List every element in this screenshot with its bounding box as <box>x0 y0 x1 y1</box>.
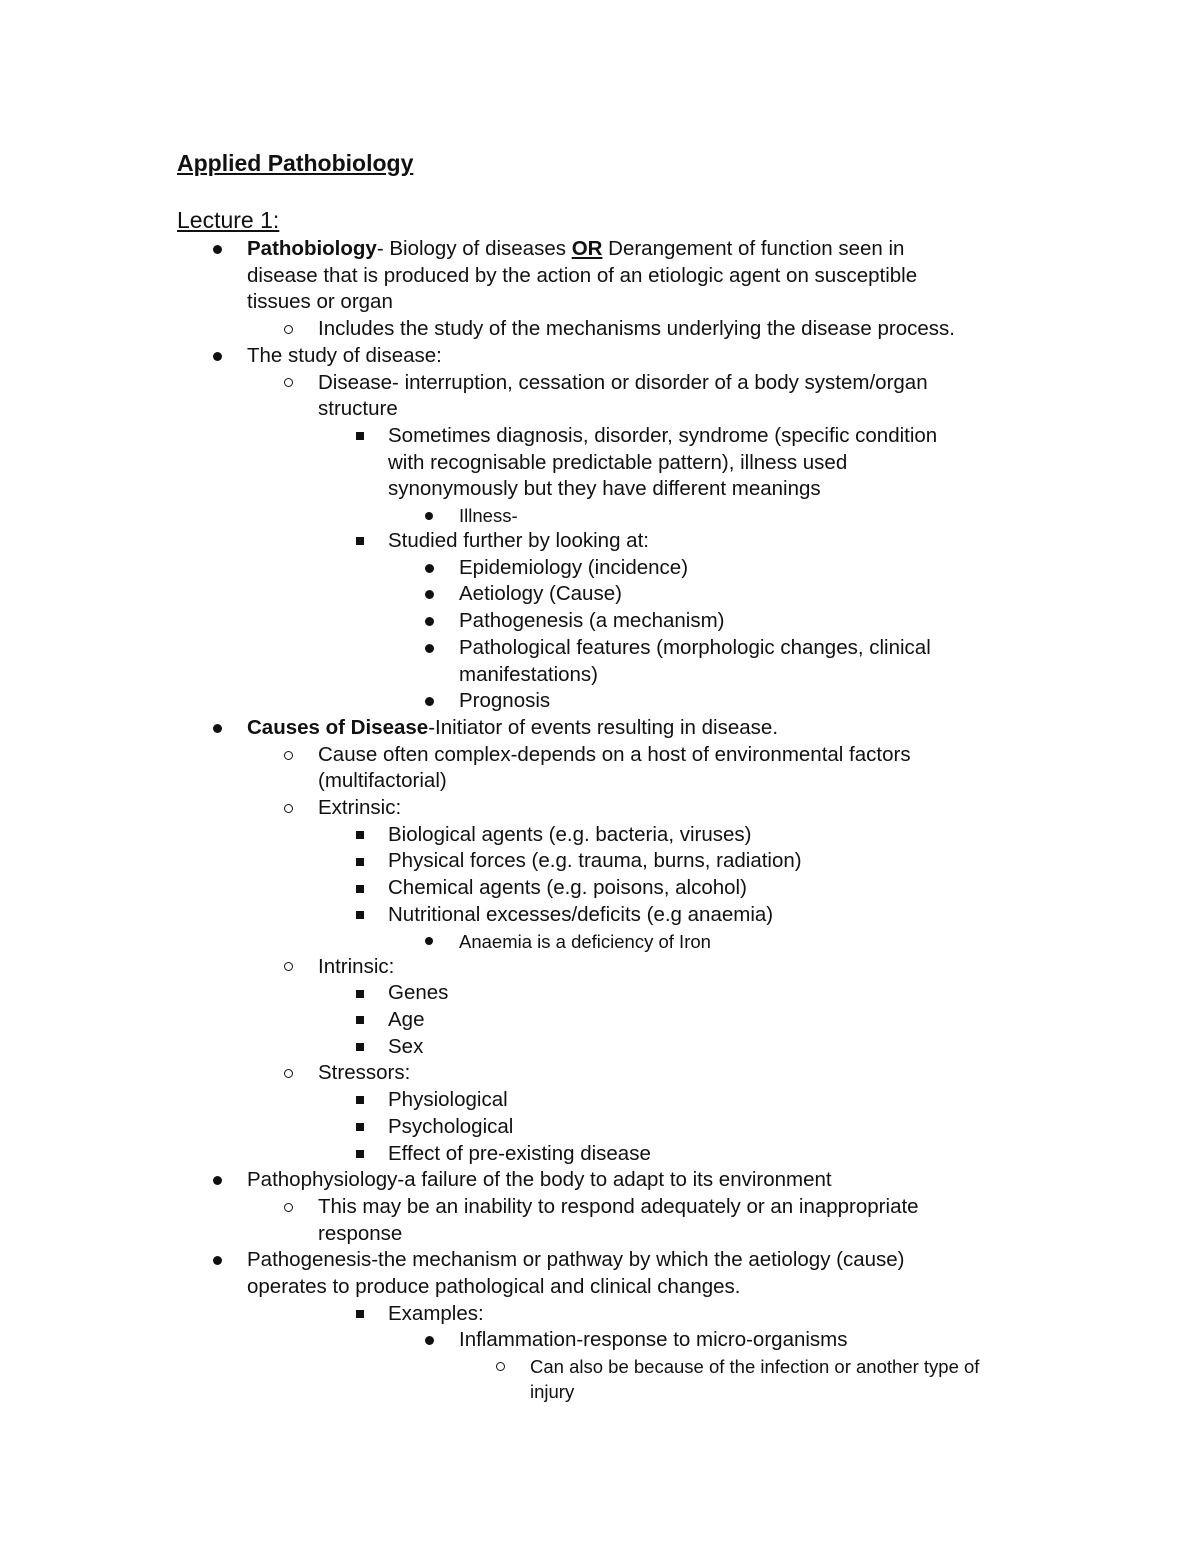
list-item-pathophysiology: Pathophysiology-a failure of the body to adapt to its environment <box>0 1167 1200 1194</box>
list-item: Extrinsic: <box>0 795 1200 822</box>
bullet-circle-icon <box>284 370 293 397</box>
list-item: Epidemiology (incidence) <box>0 555 1200 582</box>
list-item: Age <box>0 1007 1200 1034</box>
list-item: Sex <box>0 1034 1200 1061</box>
bullet-square-icon <box>356 902 364 929</box>
list-item: Biological agents (e.g. bacteria, viruses) <box>0 822 1200 849</box>
bullet-square-icon <box>356 1141 364 1168</box>
list-item: Intrinsic: <box>0 954 1200 981</box>
continuation-line: with recognisable predictable pattern), illness used <box>388 450 848 474</box>
bullet-disc-icon <box>425 503 433 528</box>
bullet-square-icon <box>356 848 364 875</box>
bullet-circle-icon <box>284 742 293 769</box>
list-item: Pathogenesis (a mechanism) <box>0 608 1200 635</box>
bullet-circle-icon <box>284 795 293 822</box>
document-title: Applied Pathobiology <box>177 150 414 176</box>
bullet-square-icon <box>356 822 364 849</box>
list-item: Aetiology (Cause) <box>0 581 1200 608</box>
bullet-disc-icon <box>425 635 434 662</box>
bullet-disc-icon <box>425 555 434 582</box>
bullet-square-icon <box>356 1034 364 1061</box>
list-item: Chemical agents (e.g. poisons, alcohol) <box>0 875 1200 902</box>
list-item: Includes the study of the mechanisms underlying the disease process. <box>0 316 1200 343</box>
bullet-square-icon <box>356 528 364 555</box>
bullet-circle-icon <box>284 954 293 981</box>
list-item-causes-of-disease <box>0 715 1200 742</box>
list-item: Sometimes diagnosis, disorder, syndrome (specific condition <box>0 423 1200 450</box>
definition-text: - Biology of diseases <box>376 237 572 260</box>
list-item: Stressors: <box>0 1060 1200 1087</box>
term-pathobiology: Pathobiology <box>247 237 377 260</box>
definition-text: Derangement of function seen in <box>602 237 905 260</box>
list-item: Physiological <box>0 1087 1200 1114</box>
bullet-disc-icon <box>425 929 433 954</box>
list-item: Genes <box>0 980 1200 1007</box>
bullet-circle-icon <box>284 316 293 343</box>
bullet-disc-icon <box>425 688 434 715</box>
list-item: Anaemia is a deficiency of Iron <box>0 929 1200 954</box>
list-item: Psychological <box>0 1114 1200 1141</box>
bullet-disc-icon <box>425 581 434 608</box>
bullet-square-icon <box>356 1301 364 1328</box>
bullet-square-icon <box>356 980 364 1007</box>
list-item: Physical forces (e.g. trauma, burns, radiation) <box>0 848 1200 875</box>
bullet-circle-icon <box>496 1354 505 1379</box>
list-item: Effect of pre-existing disease <box>0 1141 1200 1168</box>
continuation-line: structure <box>318 397 398 421</box>
bullet-square-icon <box>356 1007 364 1034</box>
lecture-notes <box>0 236 1200 1404</box>
bullet-disc-icon <box>425 608 434 635</box>
continuation-line: manifestations) <box>459 662 599 686</box>
term-causes-of-disease: Causes of Disease <box>247 715 429 739</box>
lecture-heading: Lecture 1: <box>177 207 280 233</box>
bullet-disc-icon <box>213 1247 222 1274</box>
list-item: Inflammation-response to micro-organisms <box>0 1327 1200 1354</box>
list-item: Cause often complex-depends on a host of environmental factors <box>0 742 1200 769</box>
continuation-line: operates to produce pathological and clinical changes. <box>247 1275 741 1299</box>
bullet-circle-icon <box>284 1060 293 1087</box>
bullet-square-icon <box>356 875 364 902</box>
bullet-square-icon <box>356 423 364 450</box>
list-item: This may be an inability to respond adequately or an inappropriate <box>0 1194 1200 1221</box>
continuation-line: synonymously but they have different meanings <box>388 477 821 501</box>
bullet-disc-icon <box>213 236 222 263</box>
continuation-line: response <box>318 1221 403 1245</box>
list-item: Studied further by looking at: <box>0 528 1200 555</box>
definition-text: -Initiator of events resulting in disease. <box>428 715 779 739</box>
bullet-circle-icon <box>284 1194 293 1221</box>
list-item: Nutritional excesses/deficits (e.g anaemia) <box>0 902 1200 929</box>
list-item-study-of-disease: The study of disease: <box>0 343 1200 370</box>
bullet-disc-icon <box>213 1167 222 1194</box>
list-item: Prognosis <box>0 688 1200 715</box>
list-item: Pathological features (morphologic changes, clinical <box>0 635 1200 662</box>
list-item: Illness- <box>0 503 1200 528</box>
bullet-square-icon <box>356 1114 364 1141</box>
list-item: Can also be because of the infection or another type of <box>0 1354 1200 1379</box>
list-item: Disease- interruption, cessation or disorder of a body system/organ <box>0 370 1200 397</box>
list-item-pathobiology <box>0 236 1200 263</box>
bullet-disc-icon <box>213 343 222 370</box>
list-item: Examples: <box>0 1301 1200 1328</box>
continuation-line: tissues or organ <box>247 290 393 314</box>
list-item-pathogenesis: Pathogenesis-the mechanism or pathway by which the aetiology (cause) <box>0 1247 1200 1274</box>
continuation-line: injury <box>530 1381 575 1403</box>
bullet-square-icon <box>356 1087 364 1114</box>
continuation-line: disease that is produced by the action of an etiologic agent on susceptible <box>247 263 918 287</box>
continuation-line: (multifactorial) <box>318 769 447 793</box>
bullet-disc-icon <box>425 1327 434 1354</box>
bullet-disc-icon <box>213 715 222 742</box>
or-emphasis: OR <box>571 237 603 260</box>
